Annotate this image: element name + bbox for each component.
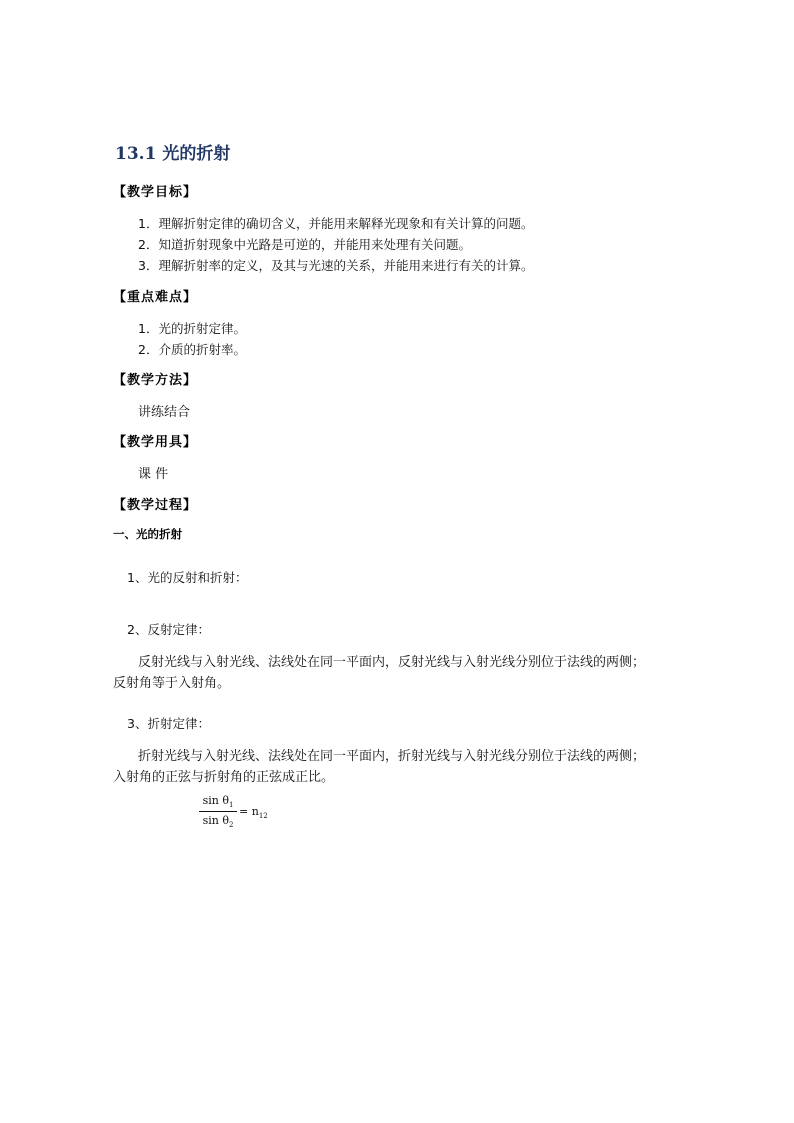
- key-point-item-1: 1．光的折射定律。: [138, 321, 246, 336]
- key-points-heading: 【重点难点】: [113, 290, 198, 305]
- objectives-heading: 【教学目标】: [113, 185, 198, 200]
- page-title: 13.1 光的折射: [115, 144, 231, 164]
- reflection-law-line2: 反射角等于入射角。: [113, 676, 231, 691]
- tools-heading: 【教学用具】: [113, 435, 198, 450]
- part1-item-1: 1、光的反射和折射：: [127, 570, 248, 585]
- refraction-law-line2: 入射角的正弦与折射角的正弦成正比。: [113, 770, 335, 785]
- formula-result: = $n_{12}$: [239, 805, 268, 821]
- objective-item-1: 1．理解折射定律的确切含义，并能用来解释光现象和有关计算的问题。: [138, 216, 534, 231]
- method-heading: 【教学方法】: [113, 373, 198, 388]
- reflection-law-line1: 反射光线与入射光线、法线处在同一平面内，反射光线与入射光线分别位于法线的两侧；: [138, 655, 646, 670]
- part1-item-3: 3、折射定律：: [127, 716, 210, 731]
- objective-item-3: 3．理解折射率的定义，及其与光速的关系，并能用来进行有关的计算。: [138, 258, 534, 273]
- snell-law-formula: [198, 794, 288, 834]
- part1-item-2: 2、反射定律：: [127, 622, 210, 637]
- method-text: 讲练结合: [138, 405, 191, 420]
- tools-text: 课 件: [138, 467, 169, 482]
- formula-denominator: $\sin \theta_2$: [202, 814, 234, 830]
- refraction-law-line1: 折射光线与入射光线、法线处在同一平面内，折射光线与入射光线分别位于法线的两侧；: [138, 749, 646, 764]
- process-heading: 【教学过程】: [113, 498, 198, 513]
- part1-heading: 一、光的折射: [113, 527, 182, 541]
- key-point-item-2: 2．介质的折射率。: [138, 342, 246, 357]
- fraction-bar: [199, 811, 237, 812]
- objective-item-2: 2．知道折射现象中光路是可逆的，并能用来处理有关问题。: [138, 237, 471, 252]
- formula-numerator: $\sin \theta_1$: [202, 794, 234, 810]
